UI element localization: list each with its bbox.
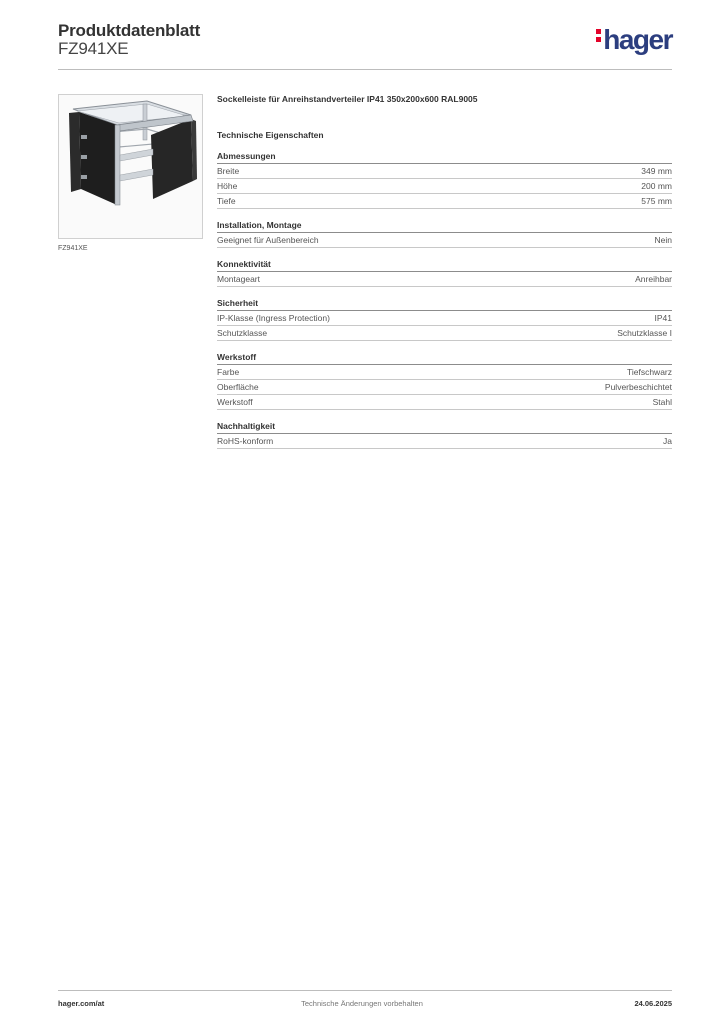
row-value: Nein (654, 235, 672, 245)
group-title: Abmessungen (217, 151, 672, 164)
group-nachhaltigkeit (217, 421, 672, 449)
group-installation (217, 220, 672, 248)
table-row (217, 179, 672, 194)
group-werkstoff (217, 352, 672, 410)
row-label: Werkstoff (217, 397, 253, 407)
table-row (217, 194, 672, 209)
row-label: Höhe (217, 181, 238, 191)
group-title: Werkstoff (217, 352, 672, 365)
group-title: Sicherheit (217, 298, 672, 311)
group-abmessungen (217, 151, 672, 209)
product-description: Sockelleiste für Anreihstandverteiler IP41 350x200x600 RAL9005 (217, 94, 478, 104)
table-row (217, 311, 672, 326)
features-heading: Technische Eigenschaften (217, 130, 324, 140)
footer-website-link[interactable]: hager.com/at (58, 999, 105, 1008)
row-value: 575 mm (641, 196, 672, 206)
row-value: Stahl (652, 397, 672, 407)
table-row (217, 380, 672, 395)
row-label: Farbe (217, 367, 240, 377)
page-subtitle: FZ941XE (58, 39, 129, 58)
row-label: Montageart (217, 274, 260, 284)
row-value: Ja (663, 436, 672, 446)
table-row (217, 164, 672, 179)
row-label: IP-Klasse (Ingress Protection) (217, 313, 330, 323)
logo-dots-icon (596, 26, 601, 45)
product-image (58, 94, 203, 239)
header-divider (58, 69, 672, 70)
row-value: Tiefschwarz (626, 367, 672, 377)
footer-date: 24.06.2025 (634, 999, 672, 1008)
row-label: Geeignet für Außenbereich (217, 235, 319, 245)
group-title: Installation, Montage (217, 220, 672, 233)
table-row (217, 326, 672, 341)
row-value: 200 mm (641, 181, 672, 191)
table-row (217, 233, 672, 248)
hager-logo (596, 26, 672, 54)
row-label: RoHS-konform (217, 436, 274, 446)
row-label: Tiefe (217, 196, 236, 206)
group-konnektivitaet (217, 259, 672, 287)
row-label: Schutzklasse (217, 328, 268, 338)
table-row (217, 395, 672, 410)
image-caption: FZ941XE (58, 245, 88, 252)
group-title: Konnektivität (217, 259, 672, 272)
row-label: Oberfläche (217, 382, 259, 392)
content-area (217, 94, 672, 460)
page-title: Produktdatenblatt (58, 21, 201, 40)
table-row (217, 434, 672, 449)
footer-disclaimer: Technische Änderungen vorbehalten (301, 999, 423, 1008)
row-value: Schutzklasse I (617, 328, 672, 338)
table-row (217, 365, 672, 380)
group-title: Nachhaltigkeit (217, 421, 672, 434)
logo-text: hager (603, 24, 672, 55)
table-row (217, 272, 672, 287)
footer-divider (58, 990, 672, 991)
row-value: 349 mm (641, 166, 672, 176)
row-value: IP41 (654, 313, 672, 323)
row-label: Breite (217, 166, 240, 176)
group-sicherheit (217, 298, 672, 341)
product-photo-icon (59, 95, 202, 238)
row-value: Pulverbeschichtet (604, 382, 672, 392)
row-value: Anreihbar (635, 274, 672, 284)
